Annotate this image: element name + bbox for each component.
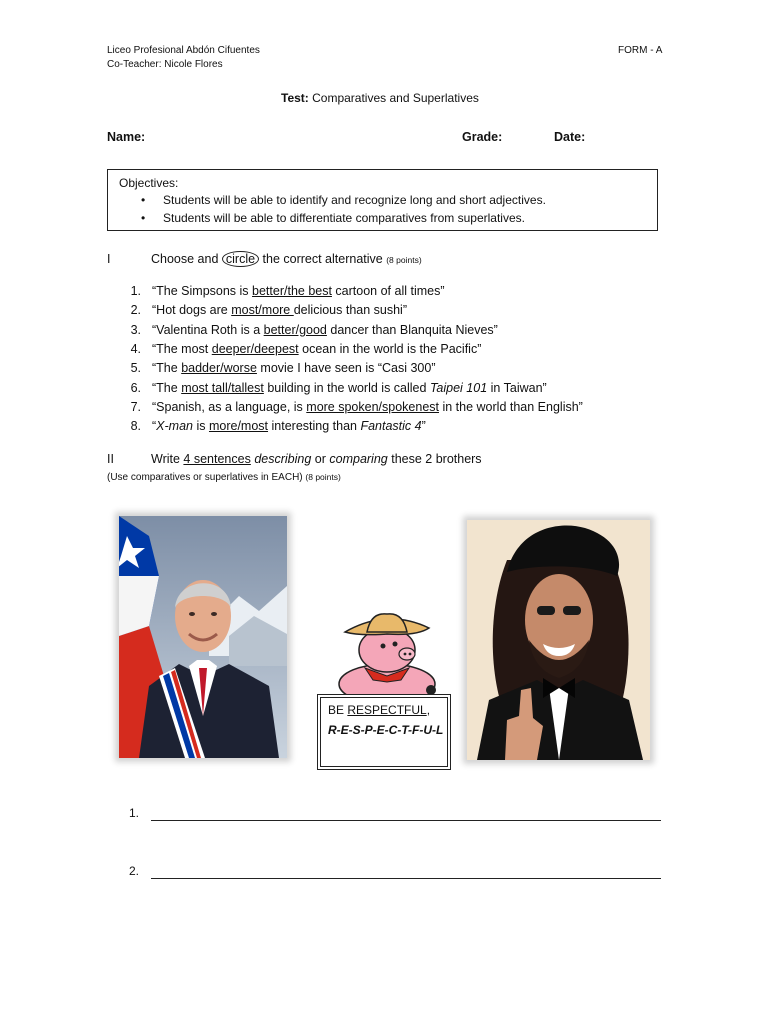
form-label: FORM - A — [618, 45, 663, 56]
answer-options[interactable]: badder/worse — [181, 361, 257, 376]
sign-prefix: BE — [328, 703, 348, 717]
question-number: 1. — [130, 284, 141, 298]
sign-line-1 — [328, 703, 430, 717]
text-segment: “Spanish, as a language, is — [152, 399, 307, 414]
italic-text: Fantastic 4 — [360, 419, 422, 434]
date-field-label: Date: — [554, 130, 586, 144]
answer-rule — [151, 820, 661, 821]
question-number: 2. — [130, 303, 141, 318]
text-segment: “The Simpsons is — [152, 284, 253, 298]
question-list — [127, 284, 687, 444]
sign-word: RESPECTFUL — [347, 703, 427, 717]
answer-options[interactable]: most tall/tallest — [181, 380, 264, 395]
italic-text: X-man — [156, 419, 193, 434]
question-number: 6. — [130, 380, 141, 395]
text-segment: movie I have seen is “Casi 300” — [256, 361, 436, 376]
answer-number: 2. — [129, 864, 140, 878]
text-segment: delicious than sushi” — [293, 303, 407, 318]
text-segment: “Hot dogs are — [152, 303, 232, 318]
objectives-label: Objectives: — [119, 176, 179, 190]
answer-line-1[interactable] — [129, 806, 661, 820]
answer-options[interactable]: most/more — [231, 303, 294, 318]
sign-suffix: , — [426, 703, 431, 717]
section-1-instruction — [151, 251, 422, 267]
question-number: 5. — [130, 361, 141, 376]
italic-text: describing — [254, 452, 312, 466]
question-text — [152, 400, 583, 414]
test-title-text: Comparatives and Superlatives — [308, 91, 479, 105]
answer-options[interactable]: better/the best — [252, 284, 332, 298]
italic-text: comparing — [329, 452, 388, 466]
answer-options[interactable]: deeper/deepest — [211, 341, 299, 356]
answer-options[interactable]: more/most — [208, 419, 269, 434]
bullet-icon: • — [141, 211, 146, 225]
question-number: 8. — [130, 419, 141, 434]
objectives-box — [107, 169, 658, 231]
text-segment: in the world than English” — [439, 399, 583, 414]
note-text: (Use comparatives or superlatives in EACH) — [107, 472, 306, 483]
name-field-label: Name: — [107, 130, 146, 144]
text-segment: Write — [151, 452, 184, 466]
text-segment: building in the world is called — [263, 380, 430, 395]
respectful-sign — [317, 694, 451, 770]
objective-text: Students will be able to differentiate comparatives from superlatives. — [163, 211, 525, 225]
text-segment: ” — [421, 419, 426, 434]
question-text — [152, 323, 498, 337]
text-segment: “ — [152, 419, 157, 434]
question-text — [152, 303, 407, 317]
section-2-instruction — [151, 452, 482, 466]
question-number: 3. — [130, 322, 141, 337]
answer-rule — [151, 878, 661, 879]
answer-line-2[interactable] — [129, 864, 661, 878]
answer-options[interactable]: more spoken/spokenest — [306, 399, 439, 414]
text-segment: these 2 brothers — [387, 452, 482, 466]
italic-text: Taipei 101 — [429, 380, 488, 395]
answer-number: 1. — [129, 806, 140, 820]
points-label: (8 points) — [305, 472, 341, 482]
school-name: Liceo Profesional Abdón Cifuentes — [107, 45, 260, 56]
man-with-hat-photo — [467, 520, 650, 760]
grade-field-label: Grade: — [462, 130, 503, 144]
text-segment: interesting than — [268, 419, 361, 434]
section-2-note — [107, 472, 341, 483]
sign-spelled: R-E-S-P-E-C-T-F-U-L — [328, 723, 444, 737]
text-segment: “The — [152, 380, 182, 395]
text-segment: or — [311, 452, 330, 466]
answer-options[interactable]: better/good — [263, 322, 327, 337]
question-text — [152, 342, 481, 356]
text-segment: dancer than Blanquita Nieves” — [326, 322, 498, 337]
test-title-prefix: Test: — [281, 91, 309, 105]
circled-word: circle — [222, 251, 259, 267]
bullet-icon: • — [141, 193, 146, 207]
objective-text: Students will be able to identify and recognize long and short adjectives. — [163, 193, 546, 207]
text-segment: cartoon of all times” — [331, 284, 445, 298]
text-segment: “The most — [152, 341, 212, 356]
question-text — [152, 361, 436, 375]
question-text — [152, 284, 445, 298]
instruction-text: Choose and — [151, 252, 222, 266]
text-segment: in Taiwan” — [487, 380, 547, 395]
text-segment: ocean in the world is the Pacific” — [298, 341, 482, 356]
answer-options[interactable]: 4 sentences — [183, 452, 251, 466]
text-segment: is — [193, 419, 209, 434]
question-text — [152, 419, 426, 433]
section-1-numeral: I — [107, 252, 111, 266]
co-teacher: Co-Teacher: Nicole Flores — [107, 59, 223, 70]
text-segment: “The — [152, 361, 182, 376]
test-title — [281, 91, 479, 105]
question-text — [152, 381, 547, 395]
man-in-suit-photo — [119, 516, 287, 758]
question-number: 7. — [130, 399, 141, 414]
points-label: (8 points) — [386, 255, 422, 265]
cowboy-pig-cartoon — [331, 610, 443, 696]
instruction-text: the correct alternative — [259, 252, 387, 266]
section-2-numeral: II — [107, 452, 114, 466]
text-segment: “Valentina Roth is a — [152, 322, 264, 337]
question-number: 4. — [130, 341, 141, 356]
